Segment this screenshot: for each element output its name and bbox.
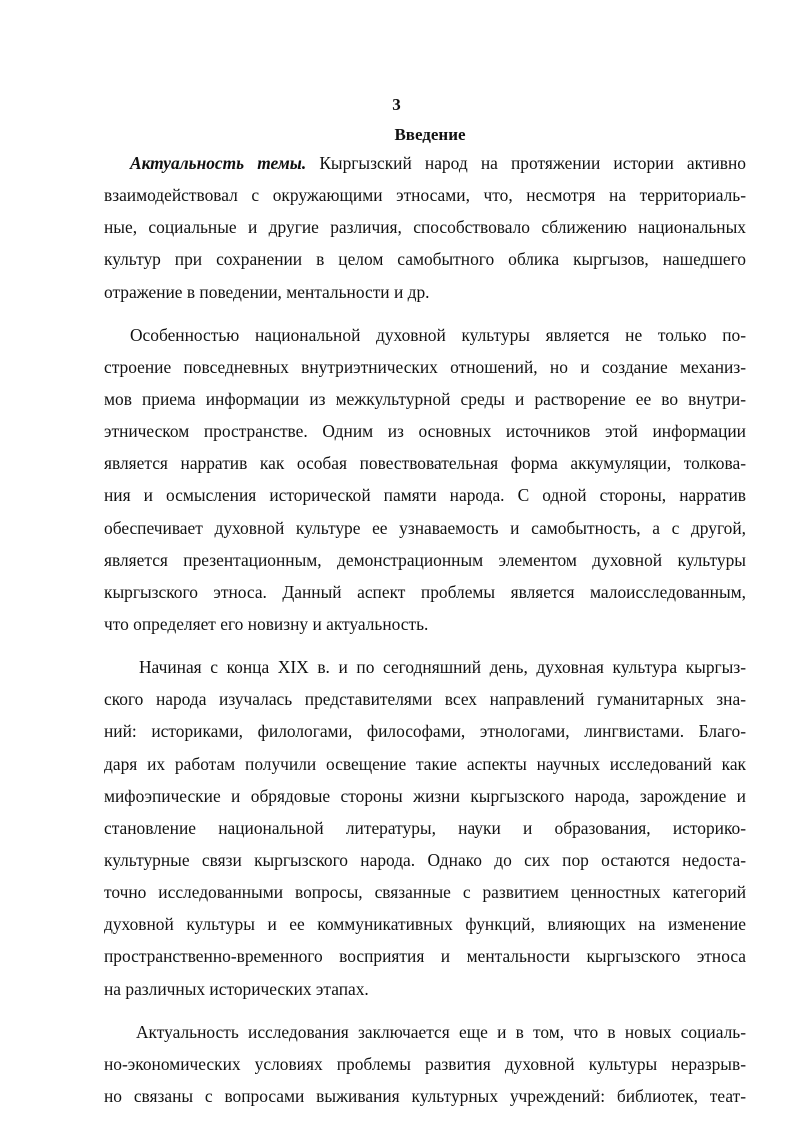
paragraph-research-history <box>104 651 746 1005</box>
paragraph-line: ния и осмысления исторической памяти народа. С одной стороны, нарратив <box>104 485 746 506</box>
page-number: 3 <box>392 95 401 114</box>
paragraph-relevance <box>104 147 746 308</box>
paragraph-line: этническом пространстве. Одним из основных источников этой информации <box>104 421 746 442</box>
paragraph-line: мов приема информации из межкультурной среды и растворение ее во внутри- <box>104 388 746 409</box>
paragraph-line: даря их работам получили освещение такие аспекты научных исследований как <box>104 753 746 774</box>
paragraph-line: духовной культуры и ее коммуникативных функций, влияющих на изменение <box>104 914 746 935</box>
paragraph-line: культур при сохранении в целом самобытного облика кыргызов, нашедшего <box>104 249 746 270</box>
document-body <box>104 147 746 1112</box>
paragraph-line: ные, социальные и другие различия, способствовало сближению национальных <box>104 217 746 238</box>
paragraph-line: но связаны с вопросами выживания культурных учреждений: библиотек, теат- <box>104 1085 746 1106</box>
line-text: Кыргызский народ на протяжении истории активно <box>306 153 746 173</box>
paragraph-narrative <box>104 319 746 640</box>
paragraph-line: обеспечивает духовной культуре ее узнаваемость и самобытность, а с другой, <box>104 517 746 538</box>
paragraph-line: Особенностью национальной духовной культуры является не только по- <box>130 324 746 345</box>
paragraph-line: Актуальность исследования заключается еще и в том, что в новых социаль- <box>136 1021 746 1042</box>
paragraph-line: строение повседневных внутриэтнических отношений, но и создание механиз- <box>104 356 746 377</box>
paragraph-line: Начиная с конца XIX в. и по сегодняшний день, духовная культура кыргыз- <box>139 657 746 678</box>
paragraph-line: точно исследованными вопросы, связанные с развитием ценностных категорий <box>104 882 746 903</box>
section-heading: Введение <box>394 125 466 144</box>
paragraph-line <box>104 147 746 179</box>
paragraph-line: кыргызского этноса. Данный аспект проблемы является малоисследованным, <box>104 581 746 602</box>
paragraph-line: культурные связи кыргызского народа. Однако до сих пор остаются недоста- <box>104 849 746 870</box>
paragraph-line: становление национальной литературы, науки и образования, историко- <box>104 817 746 838</box>
paragraph-line: ний: историками, филологами, философами, этнологами, лингвистами. Благо- <box>104 721 746 742</box>
paragraph-line: пространственно-временного восприятия и ментальности кыргызского этноса <box>104 946 746 967</box>
paragraph-line: на различных исторических этапах. <box>104 978 369 999</box>
paragraph-line: является нарратив как особая повествовательная форма аккумуляции, толкова- <box>104 453 746 474</box>
lead-phrase: Актуальность темы. <box>130 153 307 173</box>
paragraph-line: что определяет его новизну и актуальность. <box>104 613 429 634</box>
paragraph-line: мифоэпические и обрядовые стороны жизни кыргызского народа, зарождение и <box>104 785 746 806</box>
paragraph-socioeconomic <box>104 1016 746 1112</box>
paragraph-line: отражение в поведении, ментальности и др. <box>104 281 430 302</box>
paragraph-line: взаимодействовал с окружающими этносами, что, несмотря на территориаль- <box>104 185 746 206</box>
paragraph-line: но-экономических условиях проблемы развития духовной культуры неразрыв- <box>104 1053 746 1074</box>
paragraph-line: ского народа изучалась представителями всех направлений гуманитарных зна- <box>104 689 746 710</box>
paragraph-line: является презентационным, демонстрационным элементом духовной культуры <box>104 549 746 570</box>
